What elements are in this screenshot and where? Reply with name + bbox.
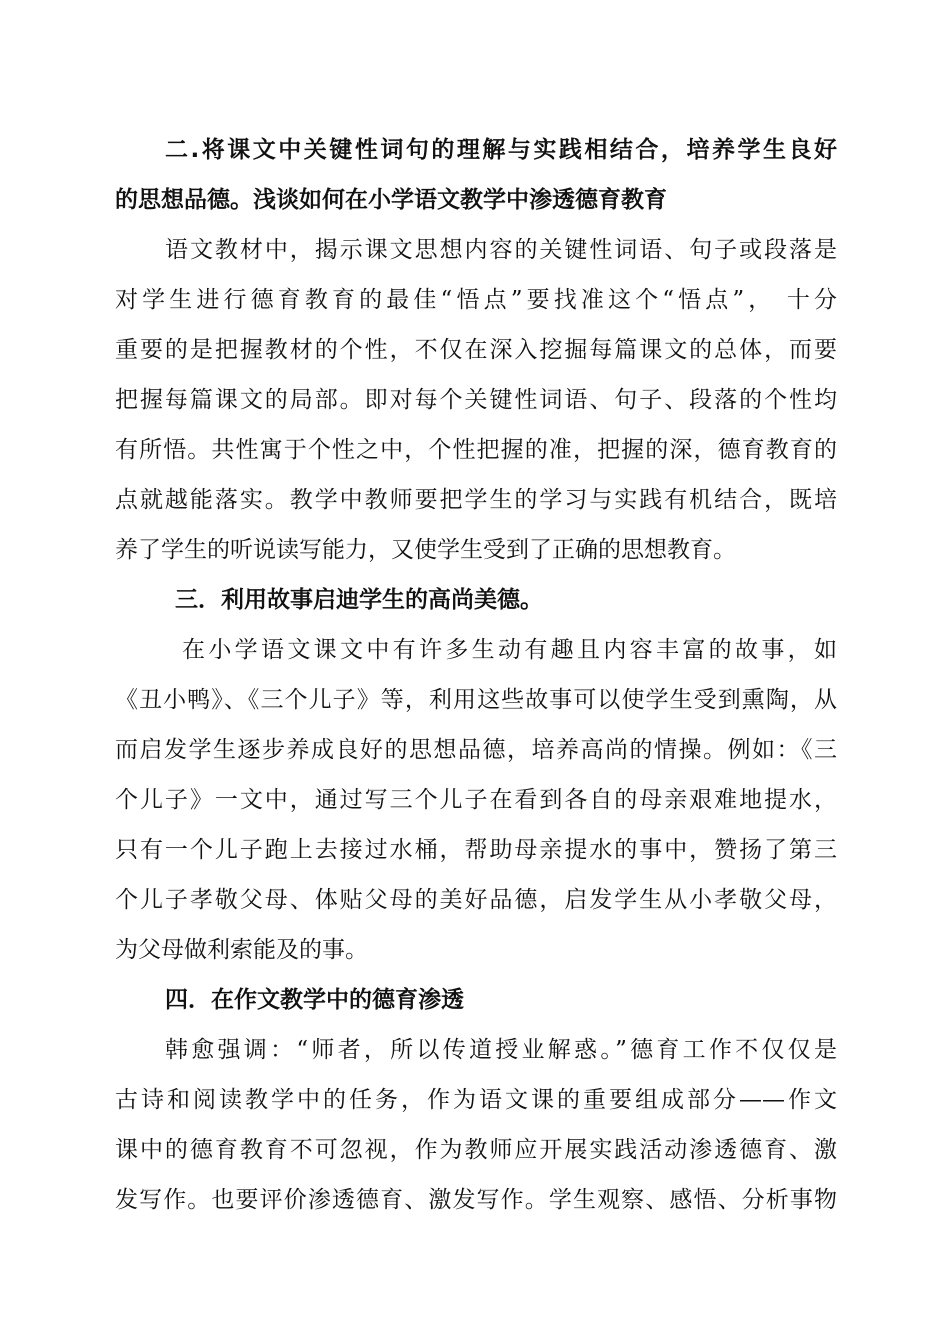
section-heading-2-line-2: 的思想品德。浅谈如何在小学语文教学中渗透德育教育: [115, 187, 667, 213]
paragraph-line: 韩愈强调：“师者，所以传道授业解惑。”德育工作不仅仅是: [165, 1037, 837, 1063]
paragraph-line: 发写作。也要评价渗透德育、激发写作。学生观察、感悟、分析事物: [115, 1187, 837, 1213]
paragraph-line: 语文教材中，揭示课文思想内容的关键性词语、句子或段落是: [165, 237, 837, 263]
section-heading-2-line-1: 二.将课文中关键性词句的理解与实践相结合，培养学生良好: [165, 137, 837, 163]
paragraph-line: 个儿子孝敬父母、体贴父母的美好品德，启发学生从小孝敬父母，: [115, 887, 837, 913]
paragraph-line: 古诗和阅读教学中的任务，作为语文课的重要组成部分——作文: [115, 1087, 837, 1113]
paragraph-line: 只有一个儿子跑上去接过水桶，帮助母亲提水的事中，赞扬了第三: [115, 837, 837, 863]
paragraph-line: 养了学生的听说读写能力，又使学生受到了正确的思想教育。: [115, 537, 736, 563]
paragraph-line: 而启发学生逐步养成良好的思想品德，培养高尚的情操。例如：《三: [115, 737, 837, 763]
paragraph-line: 《丑小鸭》、《三个儿子》等，利用这些故事可以使学生受到熏陶，从: [115, 687, 837, 713]
section-heading-4: 四．在作文教学中的德育渗透: [165, 987, 464, 1013]
paragraph-line: 有所悟。共性寓于个性之中，个性把握的准，把握的深，德育教育的: [115, 437, 837, 463]
paragraph-line: 把握每篇课文的局部。即对每个关键性词语、句子、段落的个性均: [115, 387, 837, 413]
paragraph-line: 在小学语文课文中有许多生动有趣且内容丰富的故事，如: [182, 637, 837, 663]
paragraph-line: 为父母做利索能及的事。: [115, 937, 368, 963]
paragraph-line: 对学生进行德育教育的最佳“悟点”要找准这个“悟点”， 十分: [115, 287, 837, 313]
paragraph-line: 个儿子》一文中，通过写三个儿子在看到各自的母亲艰难地提水，: [115, 787, 837, 813]
paragraph-line: 课中的德育教育不可忽视，作为教师应开展实践活动渗透德育、激: [115, 1137, 837, 1163]
section-heading-3: 三．利用故事启迪学生的高尚美德。: [175, 587, 543, 613]
paragraph-line: 重要的是把握教材的个性，不仅在深入挖掘每篇课文的总体，而要: [115, 337, 837, 363]
paragraph-line: 点就越能落实。教学中教师要把学生的学习与实践有机结合，既培: [115, 487, 837, 513]
